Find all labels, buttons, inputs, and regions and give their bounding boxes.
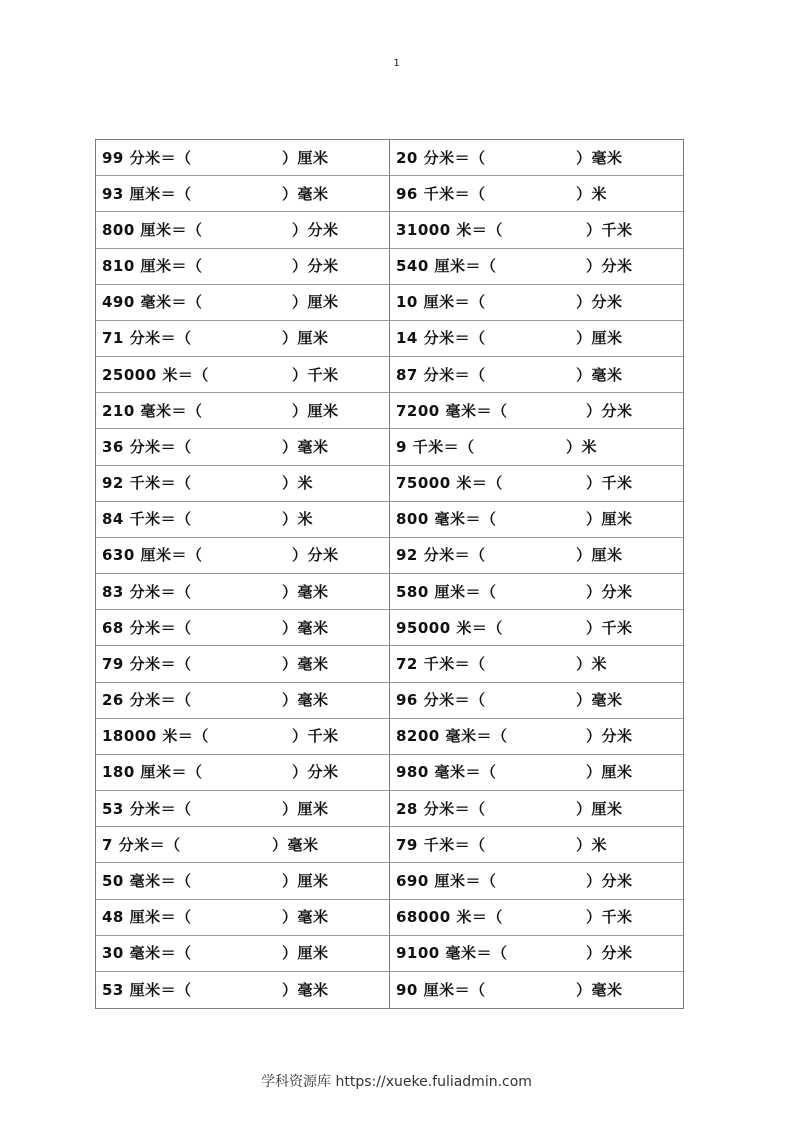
exercise-cell-right: [390, 285, 683, 321]
answer-unit: ）千米: [586, 618, 633, 637]
exercise-cell-right: [390, 972, 683, 1008]
exercise-cell-left: [96, 574, 390, 610]
question-text: 68 分米＝（: [102, 618, 192, 637]
question-text: 95000 米＝（: [396, 618, 503, 637]
exercise-cell-right: [390, 429, 683, 465]
answer-unit: ）毫米: [576, 365, 623, 384]
answer-unit: ）米: [566, 437, 598, 456]
question-text: 48 厘米＝（: [102, 908, 192, 927]
answer-unit: ）分米: [586, 257, 633, 276]
exercise-cell-left: [96, 683, 390, 719]
answer-unit: ）分米: [292, 220, 339, 239]
exercise-cell-left: [96, 321, 390, 357]
answer-unit: ）厘米: [586, 763, 633, 782]
answer-unit: ）厘米: [576, 329, 623, 348]
question-text: 84 千米＝（: [102, 510, 192, 529]
question-text: 580 厘米＝（: [396, 582, 497, 601]
answer-unit: ）毫米: [272, 835, 319, 854]
question-text: 68000 米＝（: [396, 908, 503, 927]
question-text: 75000 米＝（: [396, 474, 503, 493]
question-text: 810 厘米＝（: [102, 257, 203, 276]
answer-unit: ）厘米: [282, 148, 329, 167]
question-text: 9100 毫米＝（: [396, 944, 508, 963]
answer-unit: ）米: [576, 654, 608, 673]
exercise-cell-right: [390, 212, 683, 248]
question-text: 99 分米＝（: [102, 148, 192, 167]
question-text: 690 厘米＝（: [396, 871, 497, 890]
question-text: 630 厘米＝（: [102, 546, 203, 565]
question-text: 53 厘米＝（: [102, 980, 192, 999]
answer-unit: ）千米: [586, 474, 633, 493]
exercise-cell-right: [390, 574, 683, 610]
answer-unit: ）千米: [586, 908, 633, 927]
answer-unit: ）千米: [586, 220, 633, 239]
question-text: 72 千米＝（: [396, 654, 486, 673]
exercise-cell-left: [96, 466, 390, 502]
exercise-cell-right: [390, 466, 683, 502]
exercise-cell-left: [96, 719, 390, 755]
question-text: 18000 米＝（: [102, 727, 209, 746]
answer-unit: ）厘米: [576, 546, 623, 565]
page-number: 1: [393, 58, 400, 69]
question-text: 96 千米＝（: [396, 184, 486, 203]
question-text: 53 分米＝（: [102, 799, 192, 818]
exercise-cell-left: [96, 900, 390, 936]
exercise-table: [95, 139, 684, 1009]
answer-unit: ）千米: [292, 727, 339, 746]
exercise-cell-left: [96, 791, 390, 827]
exercise-cell-left: [96, 827, 390, 863]
question-text: 31000 米＝（: [396, 220, 503, 239]
exercise-cell-left: [96, 249, 390, 285]
answer-unit: ）毫米: [576, 691, 623, 710]
exercise-cell-left: [96, 972, 390, 1008]
answer-unit: ）分米: [576, 293, 623, 312]
question-text: 980 毫米＝（: [396, 763, 497, 782]
answer-unit: ）分米: [292, 257, 339, 276]
answer-unit: ）分米: [586, 582, 633, 601]
exercise-cell-left: [96, 936, 390, 972]
answer-unit: ）分米: [586, 727, 633, 746]
question-text: 7200 毫米＝（: [396, 401, 508, 420]
answer-unit: ）毫米: [282, 980, 329, 999]
question-text: 9 千米＝（: [396, 437, 475, 456]
question-text: 8200 毫米＝（: [396, 727, 508, 746]
answer-unit: ）米: [282, 510, 314, 529]
question-text: 71 分米＝（: [102, 329, 192, 348]
answer-unit: ）分米: [292, 763, 339, 782]
answer-unit: ）毫米: [576, 980, 623, 999]
answer-unit: ）厘米: [576, 799, 623, 818]
answer-unit: ）厘米: [282, 329, 329, 348]
question-text: 83 分米＝（: [102, 582, 192, 601]
answer-unit: ）千米: [292, 365, 339, 384]
exercise-cell-left: [96, 863, 390, 899]
exercise-cell-right: [390, 863, 683, 899]
question-text: 90 厘米＝（: [396, 980, 486, 999]
exercise-cell-left: [96, 502, 390, 538]
exercise-cell-left: [96, 610, 390, 646]
question-text: 490 毫米＝（: [102, 293, 203, 312]
question-text: 20 分米＝（: [396, 148, 486, 167]
question-text: 92 千米＝（: [102, 474, 192, 493]
answer-unit: ）毫米: [282, 184, 329, 203]
answer-unit: ）米: [282, 474, 314, 493]
answer-unit: ）毫米: [282, 691, 329, 710]
exercise-cell-left: [96, 212, 390, 248]
answer-unit: ）米: [576, 835, 608, 854]
exercise-cell-left: [96, 646, 390, 682]
answer-unit: ）厘米: [282, 799, 329, 818]
question-text: 93 厘米＝（: [102, 184, 192, 203]
answer-unit: ）米: [576, 184, 608, 203]
exercise-cell-left: [96, 393, 390, 429]
question-text: 800 厘米＝（: [102, 220, 203, 239]
question-text: 92 分米＝（: [396, 546, 486, 565]
question-text: 79 千米＝（: [396, 835, 486, 854]
answer-unit: ）分米: [586, 401, 633, 420]
answer-unit: ）毫米: [282, 582, 329, 601]
exercise-cell-right: [390, 827, 683, 863]
exercise-cell-right: [390, 755, 683, 791]
answer-unit: ）分米: [292, 546, 339, 565]
exercise-cell-right: [390, 357, 683, 393]
exercise-cell-right: [390, 900, 683, 936]
answer-unit: ）毫米: [282, 654, 329, 673]
question-text: 800 毫米＝（: [396, 510, 497, 529]
question-text: 7 分米＝（: [102, 835, 181, 854]
question-text: 50 毫米＝（: [102, 871, 192, 890]
exercise-cell-left: [96, 538, 390, 574]
answer-unit: ）厘米: [586, 510, 633, 529]
answer-unit: ）分米: [586, 871, 633, 890]
question-text: 96 分米＝（: [396, 691, 486, 710]
exercise-cell-left: [96, 429, 390, 465]
question-text: 30 毫米＝（: [102, 944, 192, 963]
exercise-cell-right: [390, 321, 683, 357]
exercise-cell-left: [96, 755, 390, 791]
exercise-cell-left: [96, 176, 390, 212]
question-text: 28 分米＝（: [396, 799, 486, 818]
exercise-cell-right: [390, 393, 683, 429]
exercise-cell-right: [390, 176, 683, 212]
exercise-cell-right: [390, 936, 683, 972]
question-text: 210 毫米＝（: [102, 401, 203, 420]
question-text: 87 分米＝（: [396, 365, 486, 384]
answer-unit: ）毫米: [282, 437, 329, 456]
answer-unit: ）毫米: [576, 148, 623, 167]
answer-unit: ）厘米: [292, 293, 339, 312]
answer-unit: ）厘米: [282, 944, 329, 963]
question-text: 180 厘米＝（: [102, 763, 203, 782]
question-text: 10 厘米＝（: [396, 293, 486, 312]
answer-unit: ）毫米: [282, 618, 329, 637]
exercise-cell-right: [390, 610, 683, 646]
question-text: 36 分米＝（: [102, 437, 192, 456]
footer-watermark: 学科资源库 https://xueke.fuliadmin.com: [261, 1074, 532, 1090]
question-text: 79 分米＝（: [102, 654, 192, 673]
answer-unit: ）厘米: [282, 871, 329, 890]
exercise-cell-left: [96, 357, 390, 393]
exercise-cell-right: [390, 502, 683, 538]
answer-unit: ）毫米: [282, 908, 329, 927]
exercise-cell-right: [390, 683, 683, 719]
question-text: 25000 米＝（: [102, 365, 209, 384]
exercise-cell-right: [390, 791, 683, 827]
question-text: 14 分米＝（: [396, 329, 486, 348]
exercise-cell-right: [390, 719, 683, 755]
exercise-cell-right: [390, 249, 683, 285]
question-text: 26 分米＝（: [102, 691, 192, 710]
answer-unit: ）分米: [586, 944, 633, 963]
exercise-cell-right: [390, 140, 683, 176]
question-text: 540 厘米＝（: [396, 257, 497, 276]
exercise-cell-left: [96, 285, 390, 321]
answer-unit: ）厘米: [292, 401, 339, 420]
exercise-cell-left: [96, 140, 390, 176]
exercise-cell-right: [390, 646, 683, 682]
exercise-cell-right: [390, 538, 683, 574]
